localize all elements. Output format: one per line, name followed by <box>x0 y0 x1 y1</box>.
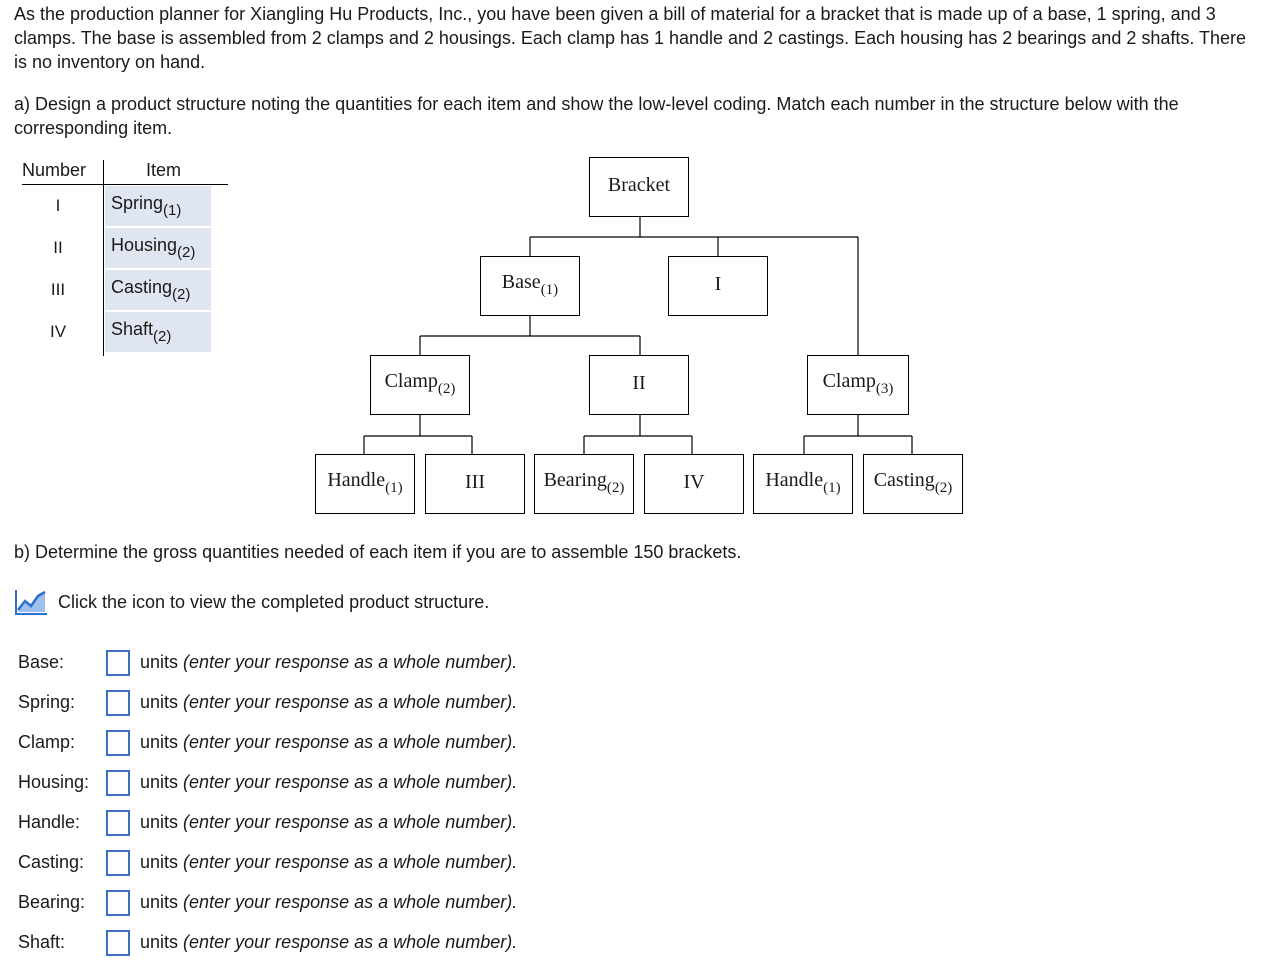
key-row-item-cell <box>105 186 211 226</box>
base-answer-input[interactable] <box>106 650 130 676</box>
key-row-number: II <box>53 238 63 257</box>
tree-node-clamp-bracket <box>807 355 909 415</box>
tree-node-qty: (2) <box>437 381 456 397</box>
spring-answer-input[interactable] <box>106 690 130 716</box>
answer-row <box>18 848 618 880</box>
tree-node-label: III <box>465 471 485 493</box>
shaft-answer-input[interactable] <box>106 930 130 956</box>
answer-label: Clamp: <box>18 732 76 752</box>
answer-instruction: (enter your response as a whole number). <box>183 772 518 792</box>
key-row-number: IV <box>49 322 67 341</box>
key-row-item: Shaft <box>111 319 154 339</box>
answer-row <box>18 888 618 920</box>
key-row-qty: (2) <box>172 286 191 303</box>
answer-row <box>18 648 618 680</box>
tree-node-qty: (3) <box>875 381 894 397</box>
answer-units <box>140 812 517 833</box>
answer-units <box>140 652 517 673</box>
answer-units <box>140 772 517 793</box>
answer-row <box>18 928 618 960</box>
tree-node-label: IV <box>683 471 705 493</box>
answer-units <box>140 732 517 753</box>
tree-node-unknown-i <box>668 256 768 316</box>
tree-node-label: Bearing <box>543 469 607 491</box>
tree-node-label: Handle <box>765 469 824 491</box>
key-row-item: Housing <box>111 235 178 255</box>
chart-icon[interactable] <box>14 588 48 616</box>
key-header-number: Number <box>22 160 87 180</box>
answer-label: Housing: <box>18 772 90 792</box>
units-word: units <box>140 852 179 872</box>
casting-answer-input[interactable] <box>106 850 130 876</box>
tree-node-unknown-iv <box>644 454 744 514</box>
key-row-item-cell <box>105 228 211 268</box>
answer-units <box>140 892 517 913</box>
answer-instruction: (enter your response as a whole number). <box>183 652 518 672</box>
tree-node-base <box>480 256 580 316</box>
tree-node-unknown-ii <box>589 355 689 415</box>
key-row-item-cell <box>105 312 211 352</box>
key-row <box>22 312 228 352</box>
tree-node-handle-b <box>753 454 853 514</box>
handle-answer-input[interactable] <box>106 810 130 836</box>
answer-label: Handle: <box>18 812 81 832</box>
tree-node-qty: (1) <box>540 282 559 298</box>
units-word: units <box>140 732 179 752</box>
answer-label: Bearing: <box>18 892 86 912</box>
answer-label: Spring: <box>18 692 76 712</box>
answer-instruction: (enter your response as a whole number). <box>183 852 518 872</box>
answer-instruction: (enter your response as a whole number). <box>183 732 518 752</box>
key-row-item: Casting <box>111 277 173 297</box>
units-word: units <box>140 692 179 712</box>
tree-node-label: Bracket <box>607 174 671 196</box>
units-word: units <box>140 772 179 792</box>
answer-label: Casting: <box>18 852 85 872</box>
tree-node-label: Casting <box>873 469 935 491</box>
answer-row <box>18 728 618 760</box>
answer-row <box>18 808 618 840</box>
key-row-item: Spring <box>111 193 164 213</box>
key-row-number: I <box>55 196 61 215</box>
part-b-instructions: b) Determine the gross quantities needed of each item if you are to assemble 150 brackets. <box>14 542 742 562</box>
key-row-qty: (1) <box>163 202 182 219</box>
tree-node-qty: (2) <box>606 480 625 496</box>
tree-node-label: Handle <box>327 469 386 491</box>
answer-instruction: (enter your response as a whole number). <box>183 892 518 912</box>
key-row <box>22 186 228 226</box>
tree-node-label: II <box>632 372 646 394</box>
tree-node-label: Clamp <box>822 370 876 392</box>
answer-units <box>140 692 517 713</box>
tree-node-bearing <box>534 454 634 514</box>
part-a-instructions: a) Design a product structure noting the quantities for each item and show the low-level coding. Match each number in the structure below with the corresponding item. <box>14 94 1179 138</box>
units-word: units <box>140 812 179 832</box>
answer-label: Base: <box>18 652 65 672</box>
tree-node-qty: (1) <box>823 480 841 496</box>
view-structure-link-text[interactable]: Click the icon to view the completed product structure. <box>58 592 490 612</box>
answer-instruction: (enter your response as a whole number). <box>183 932 518 952</box>
tree-node-clamp-base <box>370 355 470 415</box>
units-word: units <box>140 932 179 952</box>
answer-row <box>18 768 618 800</box>
tree-node-handle-a <box>315 454 415 514</box>
answer-label: Shaft: <box>18 932 66 952</box>
key-row <box>22 228 228 268</box>
units-word: units <box>140 652 179 672</box>
tree-node-qty: (1) <box>385 480 403 496</box>
tree-node-label: Base <box>501 271 541 293</box>
key-header-item: Item <box>146 160 182 180</box>
answer-instruction: (enter your response as a whole number). <box>183 692 518 712</box>
key-row-qty: (2) <box>177 244 196 261</box>
units-word: units <box>140 892 179 912</box>
key-row-qty: (2) <box>153 328 172 345</box>
answer-row <box>18 688 618 720</box>
clamp-answer-input[interactable] <box>106 730 130 756</box>
answer-units <box>140 852 517 873</box>
key-row-number: III <box>50 280 66 299</box>
bearing-answer-input[interactable] <box>106 890 130 916</box>
key-row <box>22 270 228 310</box>
tree-node-label: Clamp <box>384 370 438 392</box>
key-row-item-cell <box>105 270 211 310</box>
tree-node-casting <box>863 454 963 514</box>
answer-units <box>140 932 517 953</box>
view-structure-link[interactable] <box>14 588 489 616</box>
tree-node-label: I <box>714 273 722 295</box>
tree-node-bracket <box>589 157 689 217</box>
answer-instruction: (enter your response as a whole number). <box>183 812 518 832</box>
key-header-divider <box>22 184 228 185</box>
problem-statement: As the production planner for Xiangling Hu Products, Inc., you have been given a bill of material for a bracket that is made up of a base, 1 spring, and 3 clamps. The base is assembled from 2 clamps and 2 housings. Each clamp has 1 handle and 2 castings. Each housing has 2 bearings and 2 shafts. There is no inventory on hand. <box>14 4 1247 72</box>
housing-answer-input[interactable] <box>106 770 130 796</box>
tree-node-unknown-iii <box>425 454 525 514</box>
tree-node-qty: (2) <box>934 480 953 496</box>
